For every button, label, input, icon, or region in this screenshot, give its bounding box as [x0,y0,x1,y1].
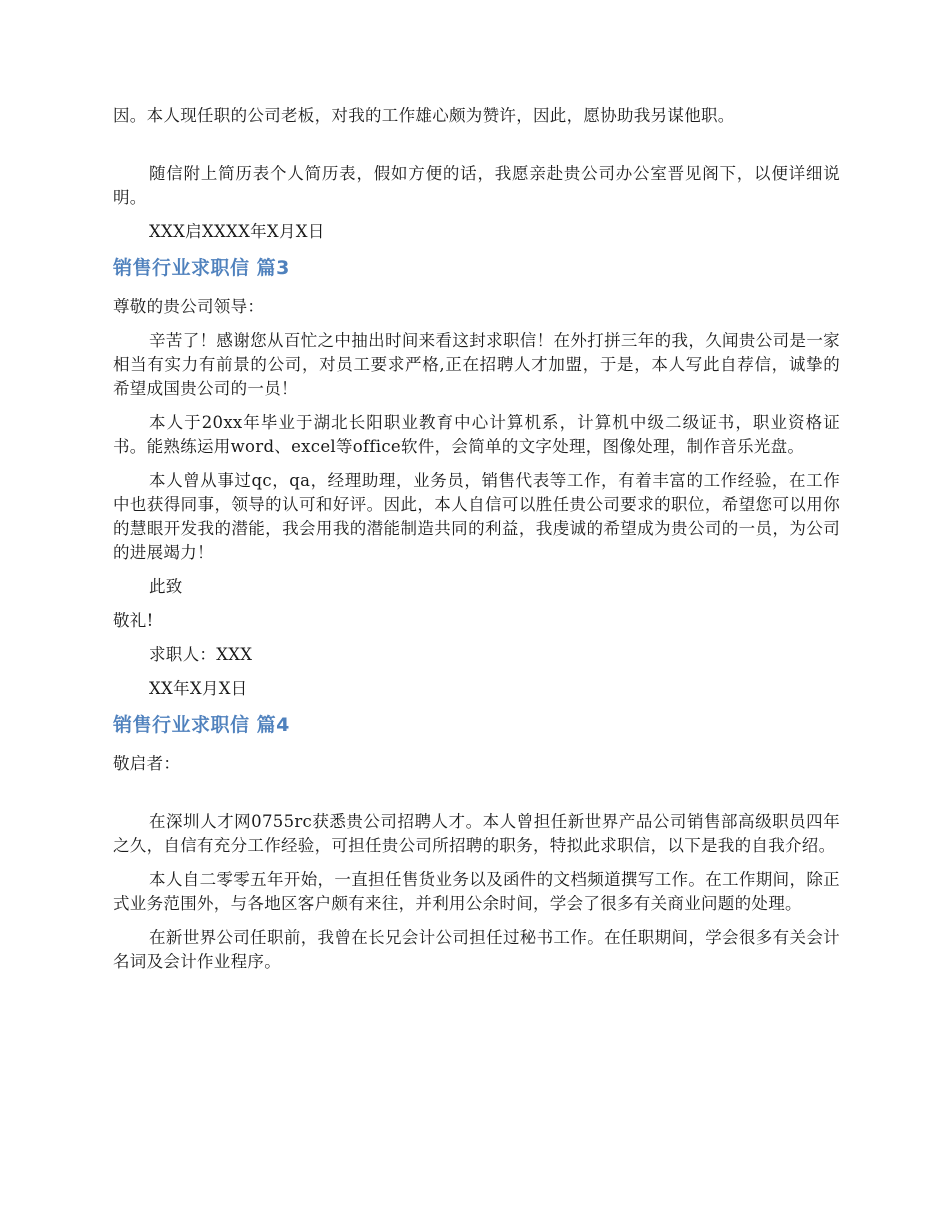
spacer [113,210,840,220]
paragraph: 本人自二零零五年开始，一直担任售货业务以及函件的文档频道撰写工作。在工作期间，除正式业务范围外，与各地区客户颇有来往，并利用公余时间，学会了很多有关商业问题的处理。 [113,870,840,913]
document-page [113,104,840,974]
spacer [113,739,840,752]
signature-line: 求职人：XXX [149,645,253,664]
spacer [113,701,840,711]
signature-date-line: XXX启XXXX年X月X日 [149,222,325,241]
closing-line: 此致 [149,577,183,596]
spacer [113,128,840,162]
paragraph: 辛苦了！感谢您从百忙之中抽出时间来看这封求职信！在外打拼三年的我，久闻贵公司是一家相当有实力有前景的公司，对员工要求严格,正在招聘人才加盟，于是，本人写此自荐信，诚挚的希望成国贵公司的一员！ [113,331,840,398]
paragraph: 在深圳人才网0755rc获悉贵公司招聘人才。本人曾担任新世界产品公司销售部高级职员四年之久，自信有充分工作经验，可担任贵公司所招聘的职务，特拟此求职信，以下是我的自我介绍。 [113,812,840,855]
spacer [113,282,840,295]
spacer [113,858,840,868]
closing-line: 敬礼! [113,611,154,630]
paragraph: 本人曾从事过qc，qa，经理助理，业务员，销售代表等工作，有着丰富的工作经验，在工作中也获得同事，领导的认可和好评。因此，本人自信可以胜任贵公司要求的职位，希望您可以用你的慧眼开发我的潜能，我会用我的潜能制造共同的利益，我虔诚的希望成为贵公司的一员，为公司的进展竭力！ [113,471,840,562]
spacer [113,599,840,609]
section-heading: 销售行业求职信 篇3 [113,257,290,279]
spacer [113,667,840,677]
spacer [113,319,840,329]
paragraph: 因。本人现任职的公司老板，对我的工作雄心颇为赞许，因此，愿协助我另谋他职。 [113,106,735,125]
section-heading: 销售行业求职信 篇4 [113,714,290,736]
date-line: XX年X月X日 [149,679,248,698]
spacer [113,244,840,254]
salutation: 敬启者： [113,754,181,773]
salutation: 尊敬的贵公司领导： [113,297,265,316]
spacer [113,565,840,575]
paragraph: 随信附上简历表个人简历表，假如方便的话，我愿亲赴贵公司办公室晋见阁下，以便详细说明。 [113,164,840,207]
spacer [113,776,840,810]
spacer [113,633,840,643]
paragraph: 在新世界公司任职前，我曾在长兄会计公司担任过秘书工作。在任职期间，学会很多有关会计名词及会计作业程序。 [113,928,840,971]
spacer [113,401,840,411]
paragraph: 本人于20xx年毕业于湖北长阳职业教育中心计算机系，计算机中级二级证书，职业资格证书。能熟练运用word、excel等office软件，会简单的文字处理，图像处理，制作音乐光盘。 [113,413,840,456]
spacer [113,916,840,926]
spacer [113,459,840,469]
